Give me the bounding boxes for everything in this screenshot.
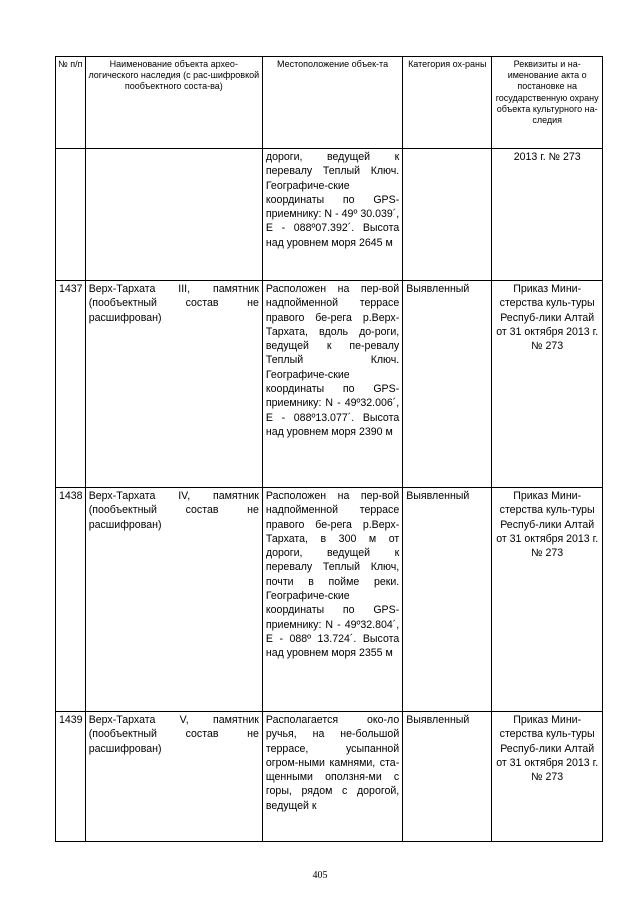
- header-num: № п/п: [56, 57, 86, 149]
- page-number: 405: [312, 870, 328, 881]
- header-category: Категория ох-раны: [403, 57, 492, 149]
- header-name: Наименование объекта архео-логического наследия (с рас-шифровкой пообъектного соста-ва): [85, 57, 262, 149]
- cell-name: Верх-Тархата V, памятник (пообъектный состав не расшифрован): [85, 712, 262, 842]
- cell-category: Выявленный: [403, 281, 492, 488]
- cell-num: 1439: [56, 712, 86, 842]
- table-row: [56, 149, 603, 281]
- cell-name: [85, 149, 262, 281]
- cell-name: Верх-Тархата III, памятник (пообъектный состав не расшифрован): [85, 281, 262, 488]
- heritage-registry-table: [55, 56, 603, 842]
- cell-category: Выявленный: [403, 712, 492, 842]
- table-row: [56, 281, 603, 488]
- cell-category: Выявленный: [403, 488, 492, 712]
- header-act: Реквизиты и на-именование акта о постановке на государственную охрану объекта культурного на-следия: [492, 57, 603, 149]
- cell-category: [403, 149, 492, 281]
- cell-name: Верх-Тархата IV, памятник (пообъектный состав не расшифрован): [85, 488, 262, 712]
- cell-act: 2013 г. № 273: [492, 149, 603, 281]
- header-location: Местоположение объек-та: [262, 57, 402, 149]
- table-row: [56, 712, 603, 842]
- cell-location: Расположен на пер-вой надпойменной террасе правого бе-рега р.Верх-Тархата, в 300 м от дороги, ведущей к перевалу Теплый Ключ, почти в пойме реки. Географиче-ские координаты по GPS-приемнику: N - 49º32.804´, E - 088º 13.724´. Высота над уровнем моря 2355 м: [262, 488, 402, 712]
- cell-act: Приказ Мини-стерства куль-туры Респуб-лики Алтай от 31 октября 2013 г. № 273: [492, 281, 603, 488]
- cell-act: Приказ Мини-стерства куль-туры Респуб-лики Алтай от 31 октября 2013 г. № 273: [492, 712, 603, 842]
- cell-location: Расположен на пер-вой надпойменной террасе правого бе-рега р.Верх-Тархата, вдоль до-роги, ведущей к пе-ревалу Теплый Ключ. Географиче-ские координаты по GPS-приемнику: N - 49º32.006´, E - 088º13.077´. Высота над уровнем моря 2390 м: [262, 281, 402, 488]
- table-header-row: [56, 57, 603, 149]
- cell-location: дороги, ведущей к перевалу Теплый Ключ. Географиче-ские координаты по GPS-приемнику: N - 49º 30.039´, E - 088º07.392´. Высота над уровнем моря 2645 м: [262, 149, 402, 281]
- cell-act: Приказ Мини-стерства куль-туры Респуб-лики Алтай от 31 октября 2013 г. № 273: [492, 488, 603, 712]
- cell-num: 1437: [56, 281, 86, 488]
- table-row: [56, 488, 603, 712]
- cell-num: 1438: [56, 488, 86, 712]
- cell-location: Располагается око-ло ручья, на не-большой террасе, усыпанной огром-ными камнями, ста-щенными оползня-ми с горы, рядом с дорогой, ведущей к: [262, 712, 402, 842]
- cell-num: [56, 149, 86, 281]
